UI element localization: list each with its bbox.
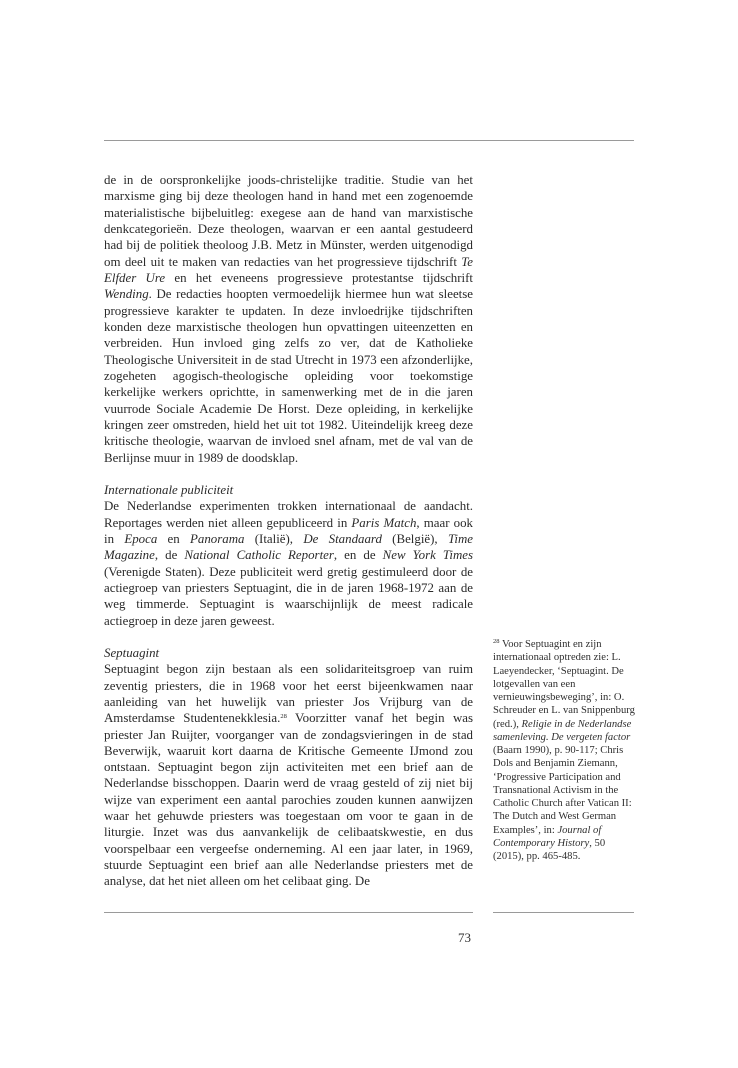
bottom-rule-main [104,912,473,913]
text-run: en het eveneens progressieve protestantse tijdschrift [165,270,473,285]
text-run: . De redacties hoopten vermoedelijk hiermee hun wat sleetse progressieve karakter te updaten. In deze invloedrijke tijdschriften konden deze marxistische theologen hun opvattingen uiteenzetten en verbreiden. Hun invloed ging zelfs zo ver, dat de Katholieke Theologische Universiteit in de stad Utrecht in 1973 een afzonderlijke, zogeheten agogisch-theologische opleiding voor toekomstige kerkelijke werkers oprichtte, in samenwerking met de in die jaren vuurrode Sociale Academie De Horst. Deze opleiding, in kerkelijke kringen zeer omstreden, hield het uit tot 1982. Uiteindelijk kreeg deze kritische theologie, waarvan de invloed snel afnam, met de val van de Berlijnse muur in 1989 de doodsklap. [104,287,473,465]
text-run: , maar ook in [104,515,473,546]
publication-title: Epoca [124,531,158,546]
top-rule [104,140,634,141]
publication-title: Time Magazine [104,531,474,563]
journal-title: Journal of Contemporary History [493,824,602,849]
bottom-rule-notes [493,912,634,913]
footnote-text: , 50 (2015), pp. 465-485. [493,837,606,862]
page-number: 73 [458,930,471,945]
journal-title: Te Elfder Ure [104,254,473,285]
section-heading: Internationale publiciteit [104,482,234,497]
publication-title: New York Times [382,548,473,563]
footnote-28 [493,638,638,863]
publication-title: Panorama [190,531,245,546]
publication-title: National Catholic Reporter [184,548,334,563]
paragraph-1 [104,172,473,466]
text-run: De Nederlandse experimenten trokken internationaal de aandacht. Reportages werden niet alleen gepubliceerd in [104,499,473,530]
text-run: de in de oorspronkelijke joods-christelijke traditie. Studie van het marxisme ging bij deze theologen hand in hand met een zogenoemde materialistische bijbeluitleg: exegese aan de hand van marxistische denkcategorieën. Deze theologen, waarvan er een aantal gestudeerd had bij de politiek theoloog J.B. Metz in Münster, werden uitgenodigd om deel uit te maken van redacties van het progressieve tijdschrift [104,173,473,269]
paragraph-2 [104,498,473,629]
footnote-number: 28 [493,638,500,645]
text-run: , en de [333,548,383,563]
journal-title: Wending [104,287,149,302]
text-run: , de [154,548,185,563]
text-run: Voorzitter vanaf het begin was priester Jan Ruijter, voorganger van de zondagsvieringen in de stad Beverwijk, waaruit kort daarna de Kritische Gemeente IJmond zou ontstaan. Septuagint begon zijn activiteiten met een brief aan de Nederlandse bisschoppen. Daarin werd de vraag gesteld of zij niet bij wijze van experiment een aantal parochies zouden kunnen aanwijzen waar het gehuwde priesters was toegestaan om voor te gaan in de liturgie. Inzet was dus aanvankelijk de celibaatskwestie, en dus voorspelbaar een vergeefse onderneming. Al een jaar later, in 1969, stuurde Septuagint een brief aan alle Nederlandse priesters met de analyse, dat het niet alleen om het celibaat ging. De [104,711,473,889]
footnote-reference[interactable]: 28 [280,713,287,721]
publication-title: Paris Match [351,515,417,530]
paragraph-3 [104,661,473,890]
text-run: en [157,531,191,546]
footnote-text: (Baarn 1990), p. 90-117; Chris Dols and Benjamin Ziemann, ‘Progressive Participation and Transnational Activism in the Catholic Church after Vatican II: The Dutch and West German Examples’, in: [493,745,632,836]
book-title: Religie in de Nederlandse samenleving. De vergeten factor [493,718,632,743]
text-run: (België), [381,531,448,546]
text-run: Septuagint begon zijn bestaan als een solidariteitsgroep van ruim zeventig priesters, die in 1968 voor het eerst bijeenkwamen naar aanleiding van het huwelijk van priester Jos Vrijburg van de Amsterdamse Studentenekklesia. [104,662,473,726]
section-heading: Septuagint [104,645,160,660]
text-run: (Italië), [244,531,304,546]
section-heading-publiciteit [104,482,473,498]
publication-title: De Standaard [303,531,382,546]
section-heading-septuagint [104,645,473,661]
text-run: (Verenigde Staten). Deze publiciteit werd gretig gestimuleerd door de actiegroep van priesters Septuagint, die in de jaren 1968-1972 aan de weg timmerde. Septuagint is waarschijnlijk de meest radicale actiegroep in deze jaren geweest. [104,564,473,628]
footnote-text: Voor Septuagint en zijn internationaal optreden zie: L. Laeyendecker, ‘Septuagint. De lotgevallen van een vernieuwingsbeweging’, in: O. Schreuder en L. van Snippenburg (red.), [493,639,635,730]
main-text-column [104,172,473,890]
